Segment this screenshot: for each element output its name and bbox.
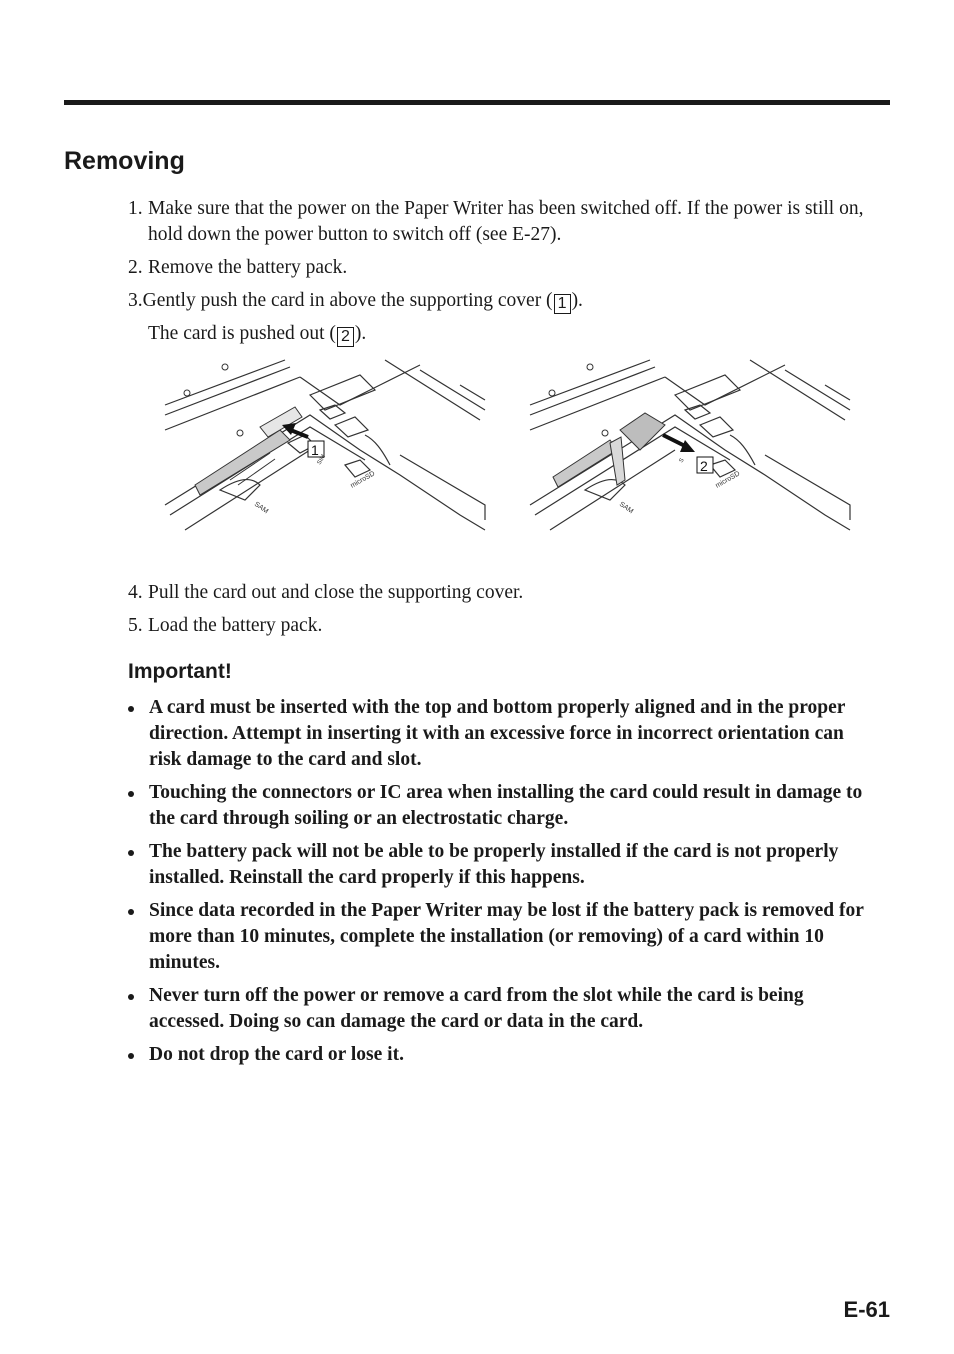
important-item — [128, 983, 880, 1035]
step-3-result — [128, 321, 888, 347]
page-number: E-61 — [843, 1297, 890, 1322]
result-text-after: ). — [354, 323, 367, 344]
important-text: Do not drop the card or lose it. — [149, 1044, 404, 1065]
important-text: Never turn off the power or remove a card from the slot while the card is being accessed. Doing so can damage the card or data in the card. — [149, 985, 804, 1032]
step-1 — [128, 196, 888, 248]
callout-1-label: 1 — [311, 442, 319, 458]
illustration-push-card — [160, 355, 490, 540]
important-item — [128, 695, 880, 773]
step-text: Make sure that the power on the Paper Writer has been switched off. If the power is still on, hold down the power button to switch off (see E-27). — [148, 198, 864, 245]
step-number: 5. — [128, 615, 143, 636]
step-number: 3. — [128, 290, 143, 311]
step-number: 1. — [128, 198, 143, 219]
important-heading: Important! — [128, 660, 232, 683]
step-2 — [128, 255, 888, 281]
step-number: 2. — [128, 257, 143, 278]
section-title: Removing — [64, 147, 185, 175]
step-number: 4. — [128, 582, 143, 603]
bullet-icon — [128, 994, 134, 1000]
steps-list — [128, 196, 888, 354]
card-removal-figure — [160, 355, 860, 540]
important-item — [128, 898, 880, 976]
important-list — [128, 695, 880, 1075]
important-item — [128, 839, 880, 891]
important-text: Touching the connectors or IC area when installing the card could result in damage to the card through soiling or an electrostatic charge. — [149, 782, 863, 829]
illustration-card-pushed-out — [525, 355, 855, 540]
callout-box-2: 2 — [337, 327, 354, 347]
bullet-icon — [128, 791, 134, 797]
steps-list-continued — [128, 580, 888, 646]
callout-box-1: 1 — [554, 294, 571, 314]
bullet-icon — [128, 850, 134, 856]
sim-label: S — [678, 457, 686, 464]
step-text: Pull the card out and close the supporting cover. — [148, 582, 524, 603]
step-5 — [128, 613, 888, 639]
sam-label: SAM — [252, 500, 270, 516]
bullet-icon — [128, 706, 134, 712]
bullet-icon — [128, 909, 134, 915]
step-4 — [128, 580, 888, 606]
important-text: Since data recorded in the Paper Writer may be lost if the battery pack is removed for more than 10 minutes, complete the installation (or removing) of a card within 10 minutes. — [149, 900, 864, 973]
microsd-label: microSD — [349, 470, 377, 490]
important-item — [128, 780, 880, 832]
result-text: The card is pushed out ( — [148, 323, 336, 344]
callout-2-label: 2 — [700, 458, 708, 474]
sim-label: SIM — [316, 453, 328, 466]
microsd-label: microSD — [714, 470, 742, 490]
step-text-after: ). — [571, 290, 583, 311]
step-text: Gently push the card in above the supporting cover ( — [142, 290, 553, 311]
bullet-icon — [128, 1053, 134, 1059]
step-3 — [128, 288, 888, 314]
step-text: Remove the battery pack. — [148, 257, 348, 278]
important-text: A card must be inserted with the top and bottom properly aligned and in the proper direction. Attempt in inserting it with an excessive force in incorrect orientation can risk damage to the card and slot. — [149, 697, 846, 770]
opened-cover — [610, 437, 625, 485]
important-text: The battery pack will not be able to be properly installed if the card is not properly installed. Reinstall the card properly if this happens. — [149, 841, 839, 888]
step-text: Load the battery pack. — [148, 615, 323, 636]
important-item — [128, 1042, 880, 1068]
card-slot-cover — [195, 430, 290, 495]
top-rule — [64, 100, 890, 105]
sam-label: SAM — [617, 500, 635, 516]
